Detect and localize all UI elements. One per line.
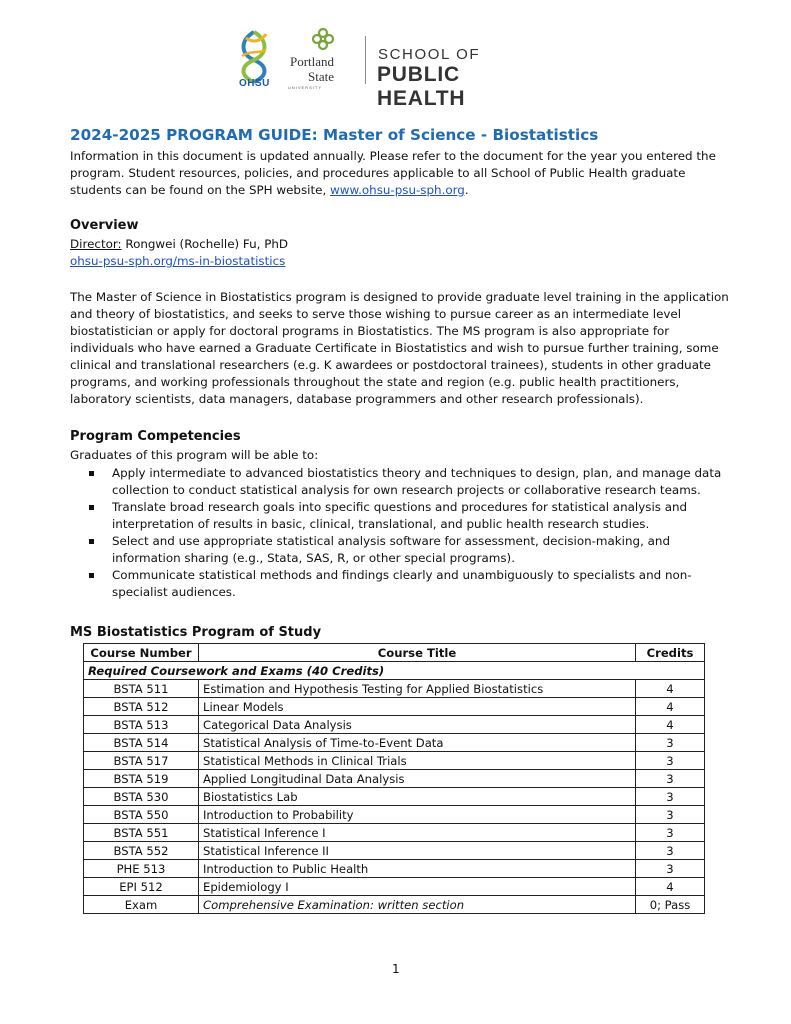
document-title: 2024-2025 PROGRAM GUIDE: Master of Science - Biostatistics xyxy=(70,126,599,144)
list-item xyxy=(88,499,738,533)
sph-website-link[interactable]: www.ohsu-psu-sph.org xyxy=(330,183,465,197)
overview-paragraph: The Master of Science in Biostatistics program is designed to provide graduate level training in the application and theory of biostatistics, and seeks to serve those wishing to pursue career as an intermediate level biostatistician or apply for doctoral programs in Biostatistics. The MS program is also appropriate for individuals who have earned a Graduate Certificate in Biostatistics and wish to pursue further training, some clinical and translational researchers (e.g. K awardees or postdoctoral trainees), students in other graduate programs, and working professionals throughout the state and region (e.g. public health practitioners, laboratory scientists, data managers, database programmers and other research professionals). xyxy=(70,290,729,406)
director-name: Rongwei (Rochelle) Fu, PhD xyxy=(121,237,289,251)
course-number-cell: BSTA 512 xyxy=(84,698,199,716)
course-number-cell: BSTA 511 xyxy=(84,680,199,698)
intro-paragraph xyxy=(70,148,730,199)
course-title-cell: Introduction to Public Health xyxy=(199,860,636,878)
bullet-icon xyxy=(89,573,94,578)
table-row xyxy=(84,878,705,896)
header-logos xyxy=(232,22,552,110)
credits-cell: 4 xyxy=(636,698,705,716)
section-label: Required Coursework and Exams (40 Credits) xyxy=(84,662,705,680)
intro-end: . xyxy=(464,183,469,197)
ohsu-label: OHSU xyxy=(239,78,270,89)
table-row xyxy=(84,806,705,824)
table-row xyxy=(84,734,705,752)
course-number-cell: BSTA 551 xyxy=(84,824,199,842)
psu-logo xyxy=(288,24,358,94)
study-heading: MS Biostatistics Program of Study xyxy=(70,625,322,640)
course-number-cell: BSTA 519 xyxy=(84,770,199,788)
list-item xyxy=(88,533,738,567)
table-header-row xyxy=(84,644,705,662)
bullet-icon xyxy=(89,471,94,476)
header-credits: Credits xyxy=(636,644,705,662)
page-number: 1 xyxy=(392,962,400,976)
overview-heading: Overview xyxy=(70,218,139,233)
competency-text: Select and use appropriate statistical analysis software for assessment, decision-making, and information sharing (e.g., Stata, SAS, R, or other special programs). xyxy=(112,534,670,565)
table-row xyxy=(84,752,705,770)
credits-cell: 3 xyxy=(636,806,705,824)
course-number-cell: BSTA 530 xyxy=(84,788,199,806)
table-row xyxy=(84,680,705,698)
course-number-cell: BSTA 550 xyxy=(84,806,199,824)
course-title-cell: Biostatistics Lab xyxy=(199,788,636,806)
credits-cell: 3 xyxy=(636,752,705,770)
table-row xyxy=(84,896,705,914)
list-item xyxy=(88,465,738,499)
course-number-cell: BSTA 517 xyxy=(84,752,199,770)
credits-cell: 3 xyxy=(636,824,705,842)
competencies-list xyxy=(88,465,738,601)
table-section-row xyxy=(84,662,705,680)
table-row xyxy=(84,716,705,734)
program-link[interactable]: ohsu-psu-sph.org/ms-in-biostatistics xyxy=(70,254,286,268)
program-link-line xyxy=(70,253,730,270)
list-item xyxy=(88,567,738,601)
table-row xyxy=(84,824,705,842)
table-row xyxy=(84,770,705,788)
psu-name-line1: Portland xyxy=(290,54,335,69)
course-number-cell: Exam xyxy=(84,896,199,914)
course-title-cell: Introduction to Probability xyxy=(199,806,636,824)
intro-text: Information in this document is updated annually. Please refer to the document for the year you entered the program. Student resources, policies, and procedures applicable to all School of Public Health graduate students can be found on the SPH website, xyxy=(70,149,716,197)
credits-cell: 3 xyxy=(636,734,705,752)
course-title-cell: Applied Longitudinal Data Analysis xyxy=(199,770,636,788)
course-number-cell: BSTA 552 xyxy=(84,842,199,860)
psu-mark-icon xyxy=(312,28,334,50)
course-title-cell: Statistical Analysis of Time-to-Event Data xyxy=(199,734,636,752)
course-number-cell: PHE 513 xyxy=(84,860,199,878)
header-course-number: Course Number xyxy=(84,644,199,662)
bullet-icon xyxy=(89,539,94,544)
program-of-study-table xyxy=(83,643,705,914)
table-row xyxy=(84,842,705,860)
director-line xyxy=(70,236,730,253)
course-title-cell: Statistical Methods in Clinical Trials xyxy=(199,752,636,770)
table-row xyxy=(84,698,705,716)
course-number-cell: BSTA 513 xyxy=(84,716,199,734)
course-number-cell: BSTA 514 xyxy=(84,734,199,752)
bullet-icon xyxy=(89,505,94,510)
credits-cell: 4 xyxy=(636,878,705,896)
competency-text: Communicate statistical methods and findings clearly and unambiguously to specialists and non-specialist audiences. xyxy=(112,568,692,599)
competencies-intro: Graduates of this program will be able to: xyxy=(70,448,319,462)
competency-text: Translate broad research goals into specific questions and procedures for statistical analysis and interpretation of results in basic, clinical, translational, and public health research studies. xyxy=(112,500,688,531)
competency-text: Apply intermediate to advanced biostatistics theory and techniques to design, plan, and manage data collection to conduct statistical analysis for own research projects or collaborative research teams. xyxy=(112,466,722,497)
course-title-cell: Estimation and Hypothesis Testing for Applied Biostatistics xyxy=(199,680,636,698)
credits-cell: 3 xyxy=(636,770,705,788)
course-title-cell: Epidemiology I xyxy=(199,878,636,896)
course-title-cell: Categorical Data Analysis xyxy=(199,716,636,734)
credits-cell: 3 xyxy=(636,860,705,878)
course-title-cell: Statistical Inference II xyxy=(199,842,636,860)
sph-line1: SCHOOL OF xyxy=(378,46,481,63)
table-body xyxy=(84,662,705,914)
credits-cell: 4 xyxy=(636,716,705,734)
course-number-cell: EPI 512 xyxy=(84,878,199,896)
logo-divider xyxy=(365,36,366,84)
credits-cell: 4 xyxy=(636,680,705,698)
header-course-title: Course Title xyxy=(199,644,636,662)
director-label: Director: xyxy=(70,237,122,251)
sph-line2: PUBLIC HEALTH xyxy=(377,63,466,110)
credits-cell: 0; Pass xyxy=(636,896,705,914)
competencies-heading: Program Competencies xyxy=(70,429,241,444)
course-title-cell: Linear Models xyxy=(199,698,636,716)
course-title-cell: Comprehensive Examination: written section xyxy=(199,896,636,914)
course-title-cell: Statistical Inference I xyxy=(199,824,636,842)
table-row xyxy=(84,788,705,806)
credits-cell: 3 xyxy=(636,842,705,860)
credits-cell: 3 xyxy=(636,788,705,806)
psu-name-line2: State xyxy=(308,69,334,84)
table-row xyxy=(84,860,705,878)
psu-subtitle: UNIVERSITY xyxy=(288,85,323,90)
